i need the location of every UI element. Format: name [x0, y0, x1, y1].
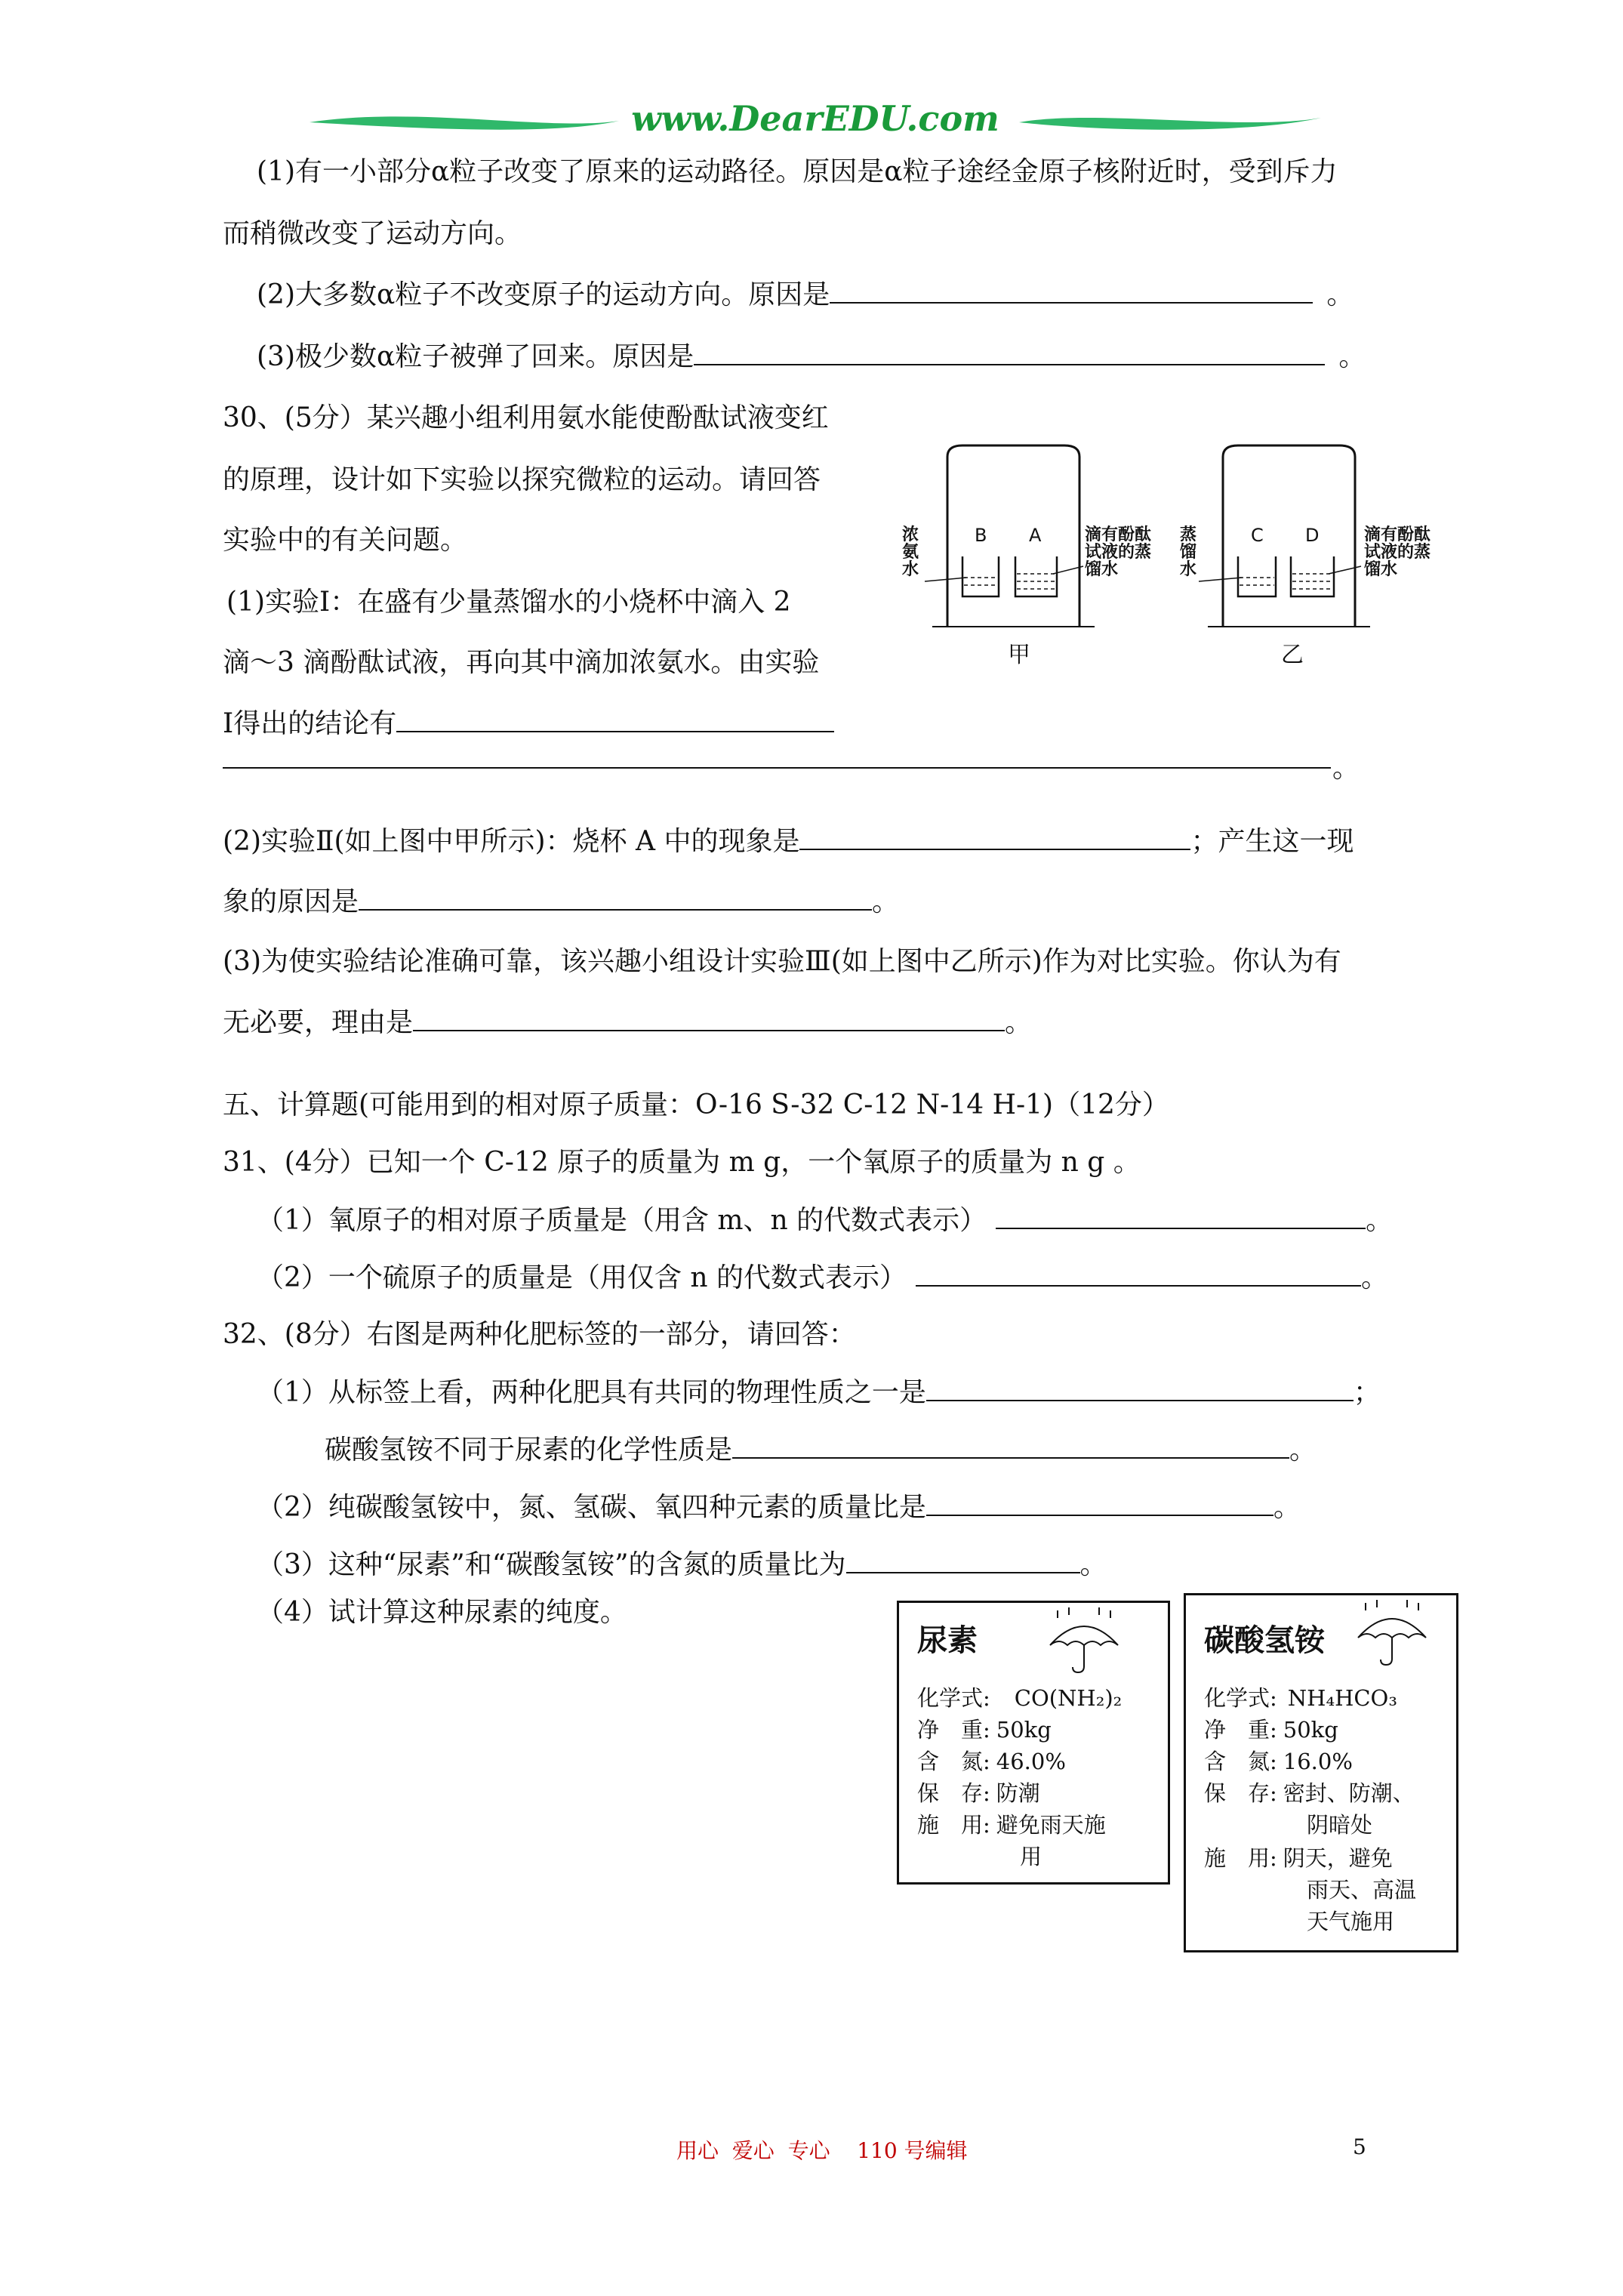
abc-formula-key: 化学式:	[1204, 1685, 1277, 1711]
fig-beaker-d: D	[1305, 525, 1320, 546]
answer-blank-q32-1b[interactable]	[732, 1436, 1289, 1459]
abc-nitrogen-value: 16.0%	[1283, 1749, 1353, 1774]
answer-blank-q30-1a[interactable]	[396, 710, 834, 732]
answer-blank-q31-1[interactable]	[996, 1207, 1366, 1229]
q30-intro-3: 实验中的有关问题。	[223, 525, 468, 556]
fig-left-right-label: 滴有酚酞 试液的蒸 馏水	[1085, 525, 1152, 580]
q30-s3-end: 。	[1005, 1007, 1033, 1038]
q31-p2-text: （2）一个硫原子的质量是（用仅含 n 的代数式表示）	[257, 1262, 907, 1293]
q32-p3-end: 。	[1079, 1549, 1107, 1580]
q31-p1-end: 。	[1366, 1205, 1394, 1236]
answer-blank-q30-2b[interactable]	[359, 888, 872, 911]
answer-blank-q31-2[interactable]	[916, 1264, 1361, 1287]
q29-p3-text: (3)极少数α粒子被弹了回来。原因是	[257, 341, 694, 372]
header-banner	[302, 98, 1329, 143]
abc-nitrogen-row	[1204, 1745, 1353, 1776]
q30-s2-text: (2)实验Ⅱ(如上图中甲所示)：烧杯 A 中的现象是	[223, 826, 800, 857]
urea-storage-value: 防潮	[996, 1780, 1040, 1806]
urea-storage-key: 保 存:	[917, 1780, 990, 1806]
section-5-title: 五、计算题(可能用到的相对原子质量：O-16 S-32 C-12 N-14 H-1)（12分）	[223, 1089, 1169, 1120]
q31-p1	[257, 1207, 1393, 1234]
abc-weight-key: 净 重:	[1204, 1717, 1277, 1743]
q32-p1b-end: 。	[1289, 1435, 1317, 1465]
q29-p2	[257, 281, 1354, 309]
fig-beaker-c: C	[1251, 525, 1264, 546]
abc-formula-row	[1204, 1681, 1397, 1712]
q32-p1b	[325, 1436, 1317, 1464]
q29-p3	[257, 343, 1366, 371]
abc-storage-value-1: 密封、防潮、	[1283, 1780, 1415, 1806]
label-ammonium-bicarbonate	[1184, 1593, 1458, 1952]
umbrella-icon	[1042, 1607, 1126, 1675]
urea-formula-row	[917, 1681, 1122, 1712]
q30-s2-end: 。	[872, 886, 900, 917]
answer-blank-q32-3[interactable]	[846, 1551, 1080, 1573]
site-logo-text[interactable]: www.DearEDU.com	[631, 98, 999, 139]
bell-jar-right	[1223, 445, 1355, 627]
q32-p1	[257, 1379, 1381, 1407]
abc-usage-row	[1204, 1841, 1393, 1872]
urea-usage-row-2: 用	[1020, 1844, 1042, 1869]
urea-usage-row	[917, 1808, 1106, 1839]
q32-p3-text: （3）这种“尿素”和“碳酸氢铵”的含氮的质量比为	[257, 1549, 846, 1580]
q31-p2-end: 。	[1360, 1262, 1388, 1293]
abc-usage-value-1: 阴天，避免	[1283, 1845, 1393, 1871]
label-urea-title: 尿素	[917, 1623, 978, 1658]
abc-weight-row	[1204, 1713, 1338, 1744]
urea-formula-key: 化学式:	[917, 1685, 990, 1711]
q30-s1-line1: (1)实验Ⅰ：在盛有少量蒸馏水的小烧杯中滴入 2	[226, 587, 791, 618]
q30-s3-line2-text: 无必要，理由是	[223, 1007, 414, 1038]
q30-s1-line2: 滴～3 滴酚酞试液，再向其中滴加浓氨水。由实验	[223, 647, 820, 678]
q31-p2	[257, 1264, 1388, 1292]
abc-weight-value: 50kg	[1283, 1717, 1338, 1743]
bell-jar-left	[947, 445, 1079, 627]
urea-formula-value: CO(NH₂)₂	[1014, 1685, 1123, 1711]
abc-usage-row-3: 天气施用	[1307, 1909, 1395, 1934]
fig-beaker-b: B	[975, 525, 987, 546]
q32-p1-text: （1）从标签上看，两种化肥具有共同的物理性质之一是	[257, 1377, 926, 1408]
urea-nitrogen-row	[917, 1745, 1066, 1776]
q29-p2-text: (2)大多数α粒子不改变原子的运动方向。原因是	[257, 279, 830, 310]
page-number: 5	[1353, 2134, 1366, 2159]
fig-caption-yi: 乙	[1281, 642, 1304, 668]
q30-intro-2: 的原理，设计如下实验以探究微粒的运动。请回答	[223, 464, 821, 495]
q30-s2-line2-text: 象的原因是	[223, 886, 359, 917]
abc-usage-key: 施 用:	[1204, 1845, 1277, 1871]
urea-weight-row	[917, 1713, 1052, 1744]
q32-p2-text: （2）纯碳酸氢铵中，氮、氢碳、氧四种元素的质量比是	[257, 1492, 926, 1523]
abc-formula-value: NH₄HCO₃	[1287, 1685, 1397, 1711]
fig-beaker-a: A	[1029, 525, 1042, 546]
abc-storage-row-2: 阴暗处	[1307, 1812, 1373, 1838]
experiment-figure	[902, 442, 1480, 683]
q30-s2-line2	[223, 888, 899, 916]
q29-p1-line2: 而稍微改变了运动方向。	[223, 218, 522, 249]
q30-intro-1: 30、(5分）某兴趣小组利用氨水能使酚酞试液变红	[223, 402, 829, 433]
answer-blank-q30-3[interactable]	[413, 1009, 1005, 1031]
abc-storage-key: 保 存:	[1204, 1780, 1277, 1806]
q30-s2-line1	[223, 827, 1354, 855]
q32-p1b-text: 碳酸氢铵不同于尿素的化学性质是	[325, 1435, 733, 1465]
q32-intro: 32、(8分）右图是两种化肥标签的一部分，请回答：	[223, 1319, 856, 1350]
fig-caption-jia: 甲	[1008, 642, 1030, 668]
q30-s3-line1: (3)为使实验结论准确可靠，该兴趣小组设计实验Ⅲ(如上图中乙所示)作为对比实验。你认为有	[223, 946, 1341, 977]
q30-s1-line3	[223, 710, 834, 738]
fig-left-side-label: 浓 氨 水	[902, 525, 919, 580]
urea-usage-value-1: 避免雨天施	[996, 1812, 1106, 1838]
q32-p4: （4）试计算这种尿素的纯度。	[257, 1597, 627, 1628]
abc-nitrogen-key: 含 氮:	[1204, 1749, 1277, 1774]
urea-storage-row	[917, 1777, 1040, 1808]
urea-nitrogen-key: 含 氮:	[917, 1749, 990, 1774]
urea-weight-value: 50kg	[996, 1717, 1052, 1743]
q31-intro: 31、(4分）已知一个 C-12 原子的质量为 m g，一个氧原子的质量为 n g 。	[223, 1147, 1141, 1178]
umbrella-icon	[1350, 1600, 1434, 1668]
q31-p1-text: （1）氧原子的相对原子质量是（用含 m、n 的代数式表示）	[257, 1205, 987, 1236]
answer-blank-q29-2[interactable]	[830, 281, 1313, 304]
answer-blank-q32-1a[interactable]	[926, 1379, 1354, 1401]
abc-usage-row-2: 雨天、高温	[1307, 1877, 1417, 1903]
urea-weight-key: 净 重:	[917, 1717, 990, 1743]
q29-p1-line1: (1)有一小部分α粒子改变了原来的运动路径。原因是α粒子途经金原子核附近时，受到斥力	[257, 156, 1338, 187]
footer-text: 用心 爱心 专心 110 号编辑	[676, 2138, 968, 2163]
q30-s3-line2	[223, 1009, 1032, 1037]
q30-s2-mid: ；产生这一现	[1190, 826, 1354, 857]
abc-storage-row	[1204, 1777, 1415, 1808]
q30-s1-end: 。	[1332, 753, 1360, 784]
label-abc-title: 碳酸氢铵	[1204, 1623, 1325, 1658]
urea-nitrogen-value: 46.0%	[996, 1749, 1066, 1774]
urea-usage-key: 施 用:	[917, 1812, 990, 1838]
fig-right-right-label: 滴有酚酞 试液的蒸 馏水	[1364, 525, 1431, 580]
q30-s1-line3-text: Ⅰ得出的结论有	[223, 708, 397, 739]
q32-p1-end: ；	[1353, 1377, 1381, 1408]
answer-blank-q29-3[interactable]	[694, 343, 1325, 365]
answer-blank-q30-2a[interactable]	[799, 827, 1190, 850]
answer-blank-q32-2[interactable]	[926, 1493, 1273, 1516]
fig-right-side-label: 蒸 馏 水	[1180, 525, 1197, 580]
q29-p2-end: 。	[1326, 279, 1354, 310]
q29-p3-end: 。	[1338, 341, 1366, 372]
q32-p2-end: 。	[1273, 1492, 1301, 1523]
answer-blank-q30-1b[interactable]	[223, 767, 1331, 769]
q32-p2	[257, 1493, 1301, 1521]
q32-p3	[257, 1551, 1107, 1579]
label-urea	[897, 1601, 1170, 1885]
